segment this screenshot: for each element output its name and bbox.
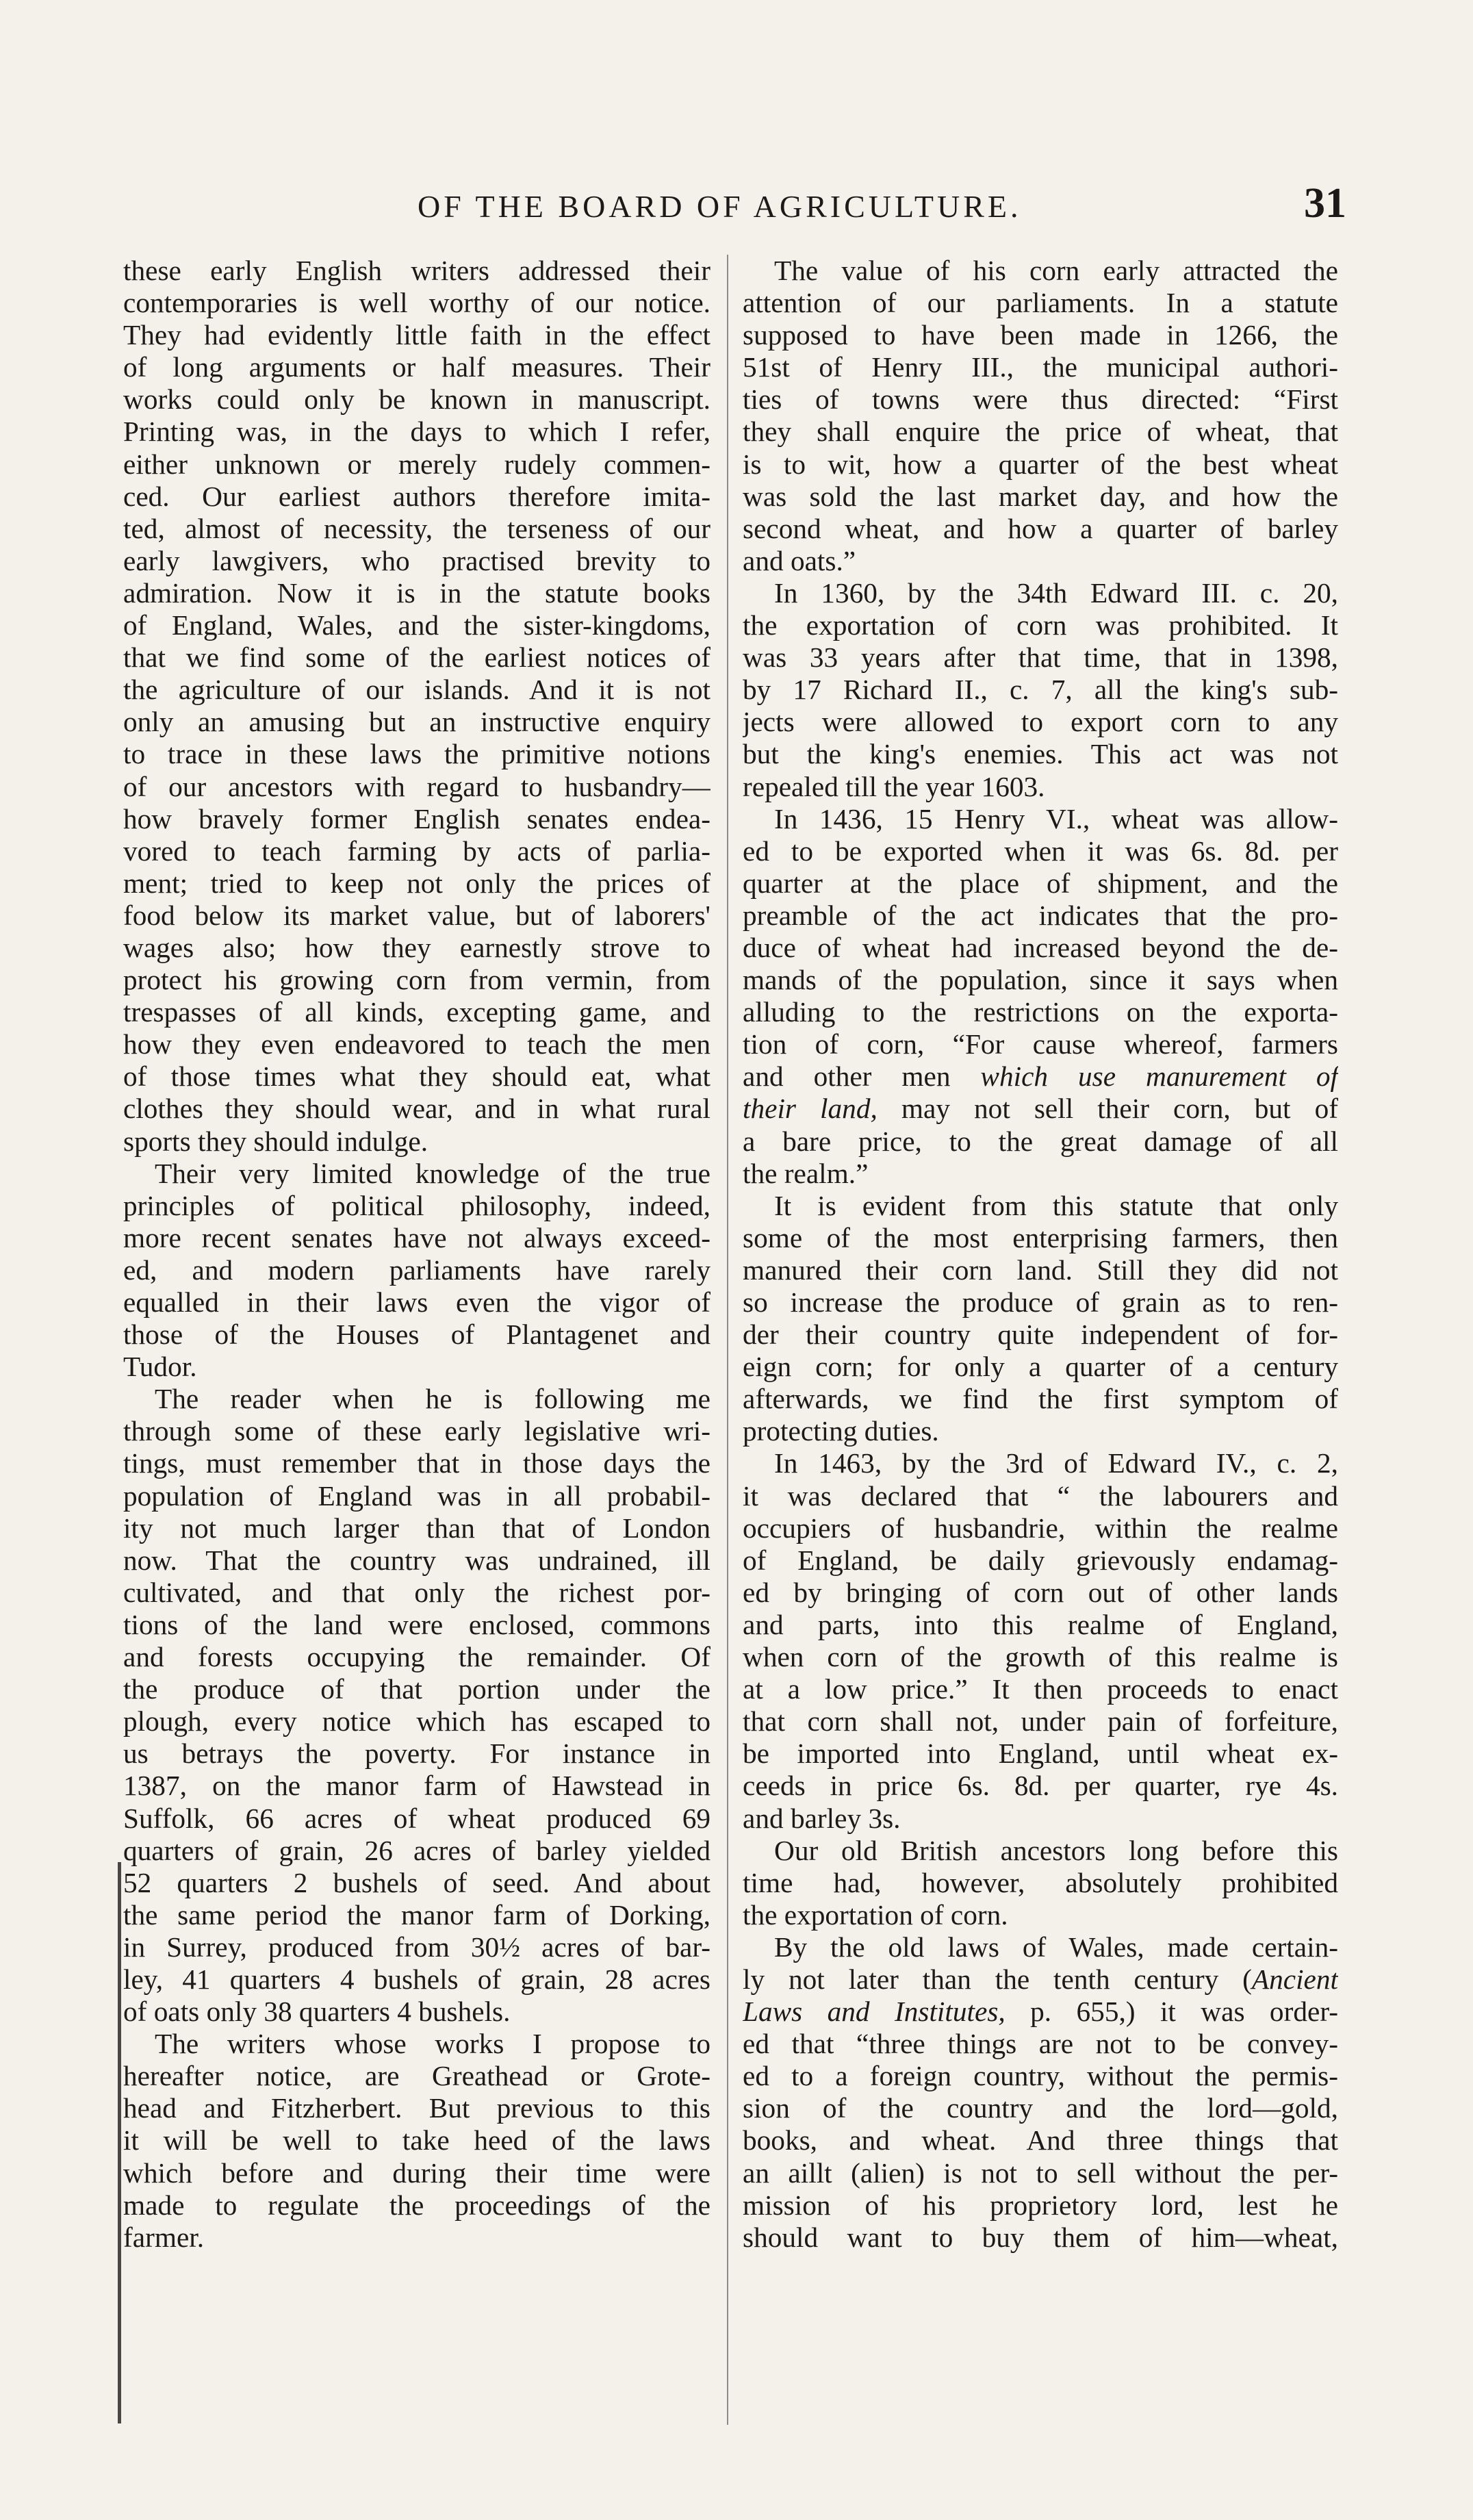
right-column [743, 255, 1338, 2254]
text-line: tion of corn, “For cause whereof, farmers [743, 1028, 1338, 1060]
text-line: By the old laws of Wales, made certain- [774, 1931, 1338, 1963]
text-line: eign corn; for only a quarter of a century [743, 1351, 1338, 1383]
text-line: clothes they should wear, and in what rural [123, 1093, 710, 1125]
text-line: books, and wheat. And three things that [743, 2124, 1338, 2156]
text-line: der their country quite independent of for- [743, 1319, 1338, 1351]
text-line: ed, and modern parliaments have rarely [123, 1253, 710, 1286]
text-line: attention of our parliaments. In a statute [743, 287, 1338, 319]
text-line: In 1360, by the 34th Edward III. c. 20, [774, 576, 1338, 609]
text-line: occupiers of husbandrie, within the realme [743, 1512, 1338, 1544]
text-line: the produce of that portion under the [123, 1673, 710, 1705]
text-line: it will be well to take heed of the laws [123, 2124, 710, 2156]
text-line: ced. Our earliest authors therefore imita- [123, 480, 710, 512]
text-line: admiration. Now it is in the statute books [123, 576, 710, 609]
text-line: protect his growing corn from vermin, from [123, 964, 710, 996]
text-line: that corn shall not, under pain of forfeiture, [743, 1705, 1338, 1738]
text-line: was sold the last market day, and how the [743, 480, 1338, 512]
text-line: It is evident from this statute that only [774, 1189, 1338, 1221]
text-line: jects were allowed to export corn to any [743, 706, 1338, 738]
text-line: they shall enquire the price of wheat, that [743, 416, 1338, 448]
text-line: an aillt (alien) is not to sell without the per- [743, 2156, 1338, 2189]
text-line: preamble of the act indicates that the pro- [743, 899, 1338, 931]
page-number: 31 [1304, 180, 1346, 227]
text-line: tions of the land were enclosed, commons [123, 1608, 710, 1640]
text-line: and oats.” [743, 544, 856, 576]
text-line: ed to a foreign country, without the permis- [743, 2060, 1338, 2092]
text-line: early lawgivers, who practised brevity to [123, 544, 710, 576]
text-line: and parts, into this realme of England, [743, 1608, 1338, 1640]
text-line: to trace in these laws the primitive notions [123, 738, 710, 770]
text-line: time had, however, absolutely prohibited [743, 1866, 1338, 1898]
text-line: trespasses of all kinds, excepting game, and [123, 996, 710, 1028]
text-line: food below its market value, but of laborers' [123, 899, 710, 931]
text-line: Tudor. [123, 1351, 197, 1383]
text-line: alluding to the restrictions on the exporta- [743, 996, 1338, 1028]
text-line: farmer. [123, 2221, 205, 2253]
text-line: be imported into England, until wheat ex- [743, 1738, 1338, 1770]
text-line: quarter at the place of shipment, and the [743, 867, 1338, 899]
text-line: principles of political philosophy, indeed, [123, 1189, 710, 1221]
text-line: through some of these early legislative wri- [123, 1415, 710, 1447]
text-line: plough, every notice which has escaped to [123, 1705, 710, 1738]
text-line: supposed to have been made in 1266, the [743, 319, 1338, 351]
text-line: the same period the manor farm of Dorking, [123, 1898, 710, 1931]
text-line: when corn of the growth of this realme is [743, 1641, 1338, 1673]
text-line: a bare price, to the great damage of all [743, 1125, 1338, 1157]
text-line: but the king's enemies. This act was not [743, 738, 1338, 770]
text-line: of oats only 38 quarters 4 bushels. [123, 1996, 511, 2028]
text-line: ed that “three things are not to be convey- [743, 2028, 1338, 2060]
text-line: Our old British ancestors long before this [774, 1834, 1338, 1866]
text-line: wages also; how they earnestly strove to [123, 931, 710, 963]
text-line: so increase the produce of grain as to ren- [743, 1286, 1338, 1318]
text-line: ceeds in price 6s. 8d. per quarter, rye 4s. [743, 1770, 1338, 1802]
text-line: tings, must remember that in those days the [123, 1447, 710, 1479]
text-line: 51st of Henry III., the municipal authori- [743, 351, 1338, 383]
text-line: and forests occupying the remainder. Of [123, 1641, 710, 1673]
text-line: Their very limited knowledge of the true [155, 1157, 710, 1189]
text-line: In 1436, 15 Henry VI., wheat was allow- [774, 802, 1338, 835]
text-line: us betrays the poverty. For instance in [123, 1738, 710, 1770]
text-line: repealed till the year 1603. [743, 770, 1045, 802]
text-line: was 33 years after that time, that in 1398, [743, 641, 1338, 674]
text-line: ly not later than the tenth century (Ancient [743, 1963, 1338, 1995]
text-line: The writers whose works I propose to [155, 2028, 710, 2060]
text-line: and other men which use manurement of [743, 1060, 1338, 1093]
text-line: made to regulate the proceedings of the [123, 2189, 710, 2221]
text-line: afterwards, we find the first symptom of [743, 1383, 1338, 1415]
text-line: ted, almost of necessity, the terseness of our [123, 512, 710, 544]
text-line: ties of towns were thus directed: “First [743, 383, 1338, 416]
text-line: now. That the country was undrained, ill [123, 1544, 710, 1576]
text-line: ity not much larger than that of London [123, 1512, 710, 1544]
text-line: some of the most enterprising farmers, then [743, 1221, 1338, 1253]
text-line: In 1463, by the 3rd of Edward IV., c. 2, [774, 1447, 1338, 1479]
text-line: ment; tried to keep not only the prices of [123, 867, 710, 899]
text-line: protecting duties. [743, 1415, 939, 1447]
text-line: duce of wheat had increased beyond the de- [743, 931, 1338, 963]
text-line: more recent senates have not always exceed- [123, 1221, 710, 1253]
text-line: should want to buy them of him—wheat, [743, 2221, 1338, 2253]
text-line: cultivated, and that only the richest por- [123, 1576, 710, 1608]
text-line: and barley 3s. [743, 1802, 901, 1834]
text-line: head and Fitzherbert. But previous to this [123, 2092, 710, 2124]
text-line: Laws and Institutes, p. 655,) it was order- [743, 1996, 1338, 2028]
left-column [123, 255, 710, 2254]
text-line: mission of his proprietory lord, lest he [743, 2189, 1338, 2221]
text-line: which before and during their time were [123, 2156, 710, 2189]
text-line: sion of the country and the lord—gold, [743, 2092, 1338, 2124]
text-line: works could only be known in manuscript. [123, 383, 710, 416]
text-line: The value of his corn early attracted the [774, 255, 1338, 286]
text-line: that we find some of the earliest notices of [123, 641, 710, 674]
text-line: in Surrey, produced from 30½ acres of bar- [123, 1931, 710, 1963]
text-line: They had evidently little faith in the effect [123, 319, 710, 351]
text-line: 1387, on the manor farm of Hawstead in [123, 1770, 710, 1802]
text-line: ley, 41 quarters 4 bushels of grain, 28 acres [123, 1963, 710, 1995]
text-line: Suffolk, 66 acres of wheat produced 69 [123, 1802, 710, 1834]
text-line: either unknown or merely rudely commen- [123, 448, 710, 480]
text-line: by 17 Richard II., c. 7, all the king's sub- [743, 674, 1338, 706]
text-line: only an amusing but an instructive enquiry [123, 706, 710, 738]
text-line: of England, Wales, and the sister-kingdoms, [123, 609, 710, 641]
text-line: Printing was, in the days to which I refer, [123, 416, 710, 448]
text-line: their land, may not sell their corn, but of [743, 1093, 1338, 1125]
page-header [0, 0, 1473, 246]
text-line: vored to teach farming by acts of parlia- [123, 835, 710, 867]
text-line: equalled in their laws even the vigor of [123, 1286, 710, 1318]
text-line: of England, be daily grievously endamag- [743, 1544, 1338, 1576]
text-line: ed by bringing of corn out of other lands [743, 1576, 1338, 1608]
text-line: is to wit, how a quarter of the best wheat [743, 448, 1338, 480]
text-line: how bravely former English senates endea- [123, 802, 710, 835]
text-line: second wheat, and how a quarter of barley [743, 512, 1338, 544]
text-line: those of the Houses of Plantagenet and [123, 1319, 710, 1351]
text-line: sports they should indulge. [123, 1125, 428, 1157]
binding-shadow [118, 1862, 121, 2423]
text-line: the realm.” [743, 1157, 869, 1189]
text-line: 52 quarters 2 bushels of seed. And about [123, 1866, 710, 1898]
text-line: contemporaries is well worthy of our notice. [123, 287, 710, 319]
text-line: it was declared that “ the labourers and [743, 1479, 1338, 1512]
text-line: of our ancestors with regard to husbandry— [123, 770, 710, 802]
text-line: the exportation of corn. [743, 1898, 1008, 1931]
text-line: quarters of grain, 26 acres of barley yielded [123, 1834, 710, 1866]
text-line: at a low price.” It then proceeds to enact [743, 1673, 1338, 1705]
text-line: the agriculture of our islands. And it is not [123, 674, 710, 706]
text-line: mands of the population, since it says when [743, 964, 1338, 996]
text-line: these early English writers addressed their [123, 255, 710, 286]
text-line: ed to be exported when it was 6s. 8d. per [743, 835, 1338, 867]
text-line: hereafter notice, are Greathead or Grote- [123, 2060, 710, 2092]
text-line: of long arguments or half measures. Their [123, 351, 710, 383]
running-title: OF THE BOARD OF AGRICULTURE. [418, 189, 1022, 224]
column-divider [727, 255, 728, 2425]
text-line: how they even endeavored to teach the men [123, 1028, 710, 1060]
text-line: manured their corn land. Still they did not [743, 1253, 1338, 1286]
text-line: population of England was in all probabil- [123, 1479, 710, 1512]
text-line: the exportation of corn was prohibited. It [743, 609, 1338, 641]
text-line: The reader when he is following me [155, 1383, 710, 1415]
text-line: of those times what they should eat, what [123, 1060, 710, 1093]
